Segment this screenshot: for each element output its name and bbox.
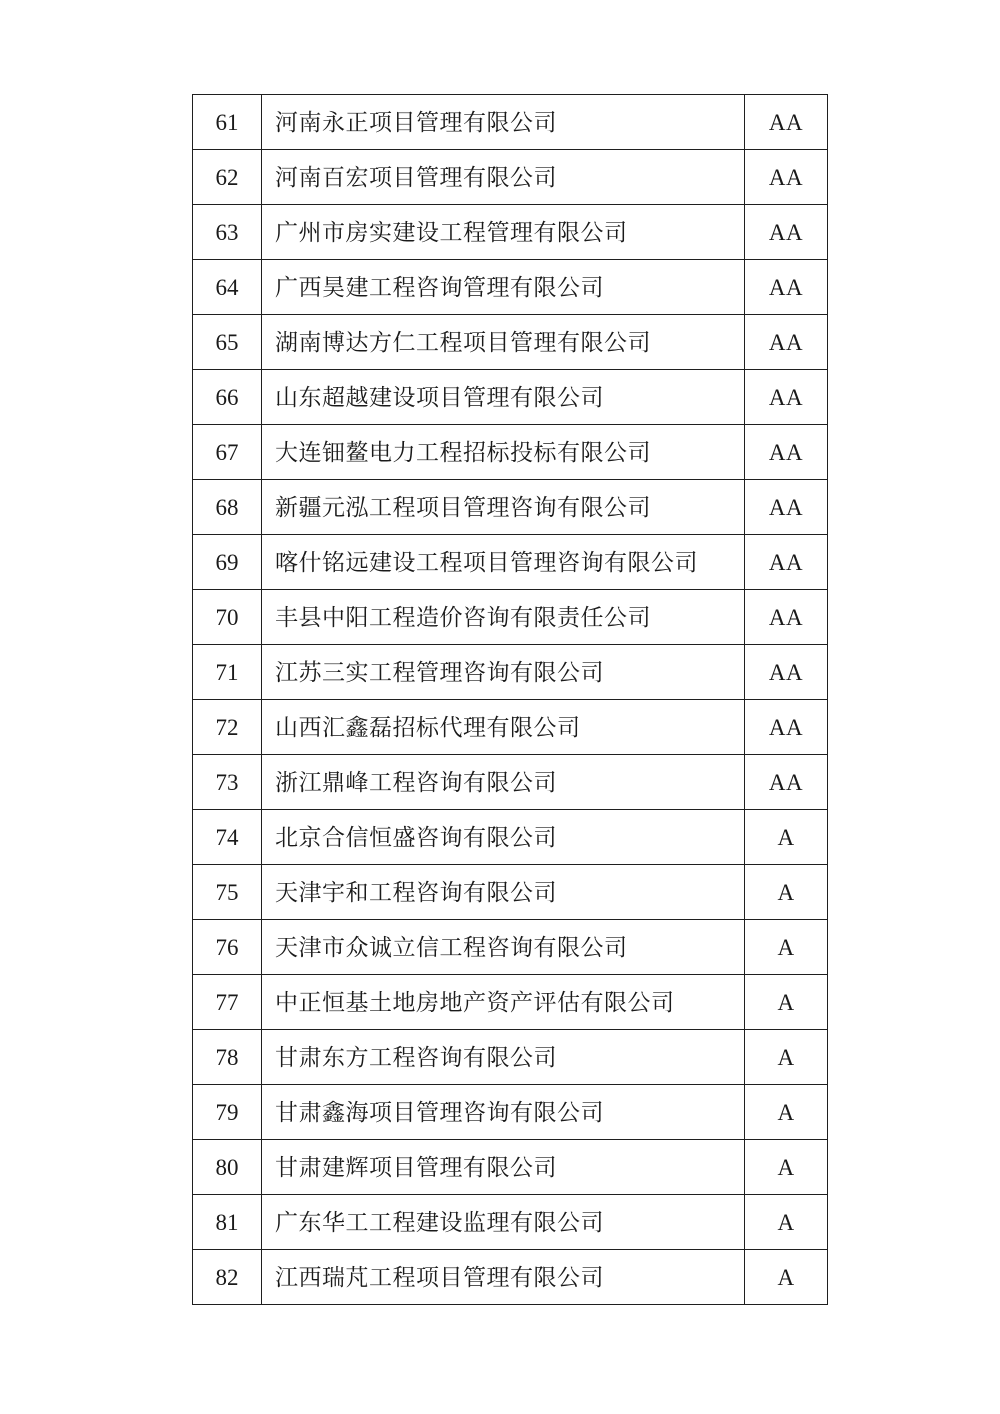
table-row	[193, 480, 828, 535]
row-number: 66	[193, 370, 262, 425]
rating-grade: AA	[745, 260, 828, 315]
row-number: 62	[193, 150, 262, 205]
table-row	[193, 95, 828, 150]
row-number: 79	[193, 1085, 262, 1140]
row-number: 70	[193, 590, 262, 645]
table-row	[193, 1250, 828, 1305]
row-number: 75	[193, 865, 262, 920]
company-name: 大连钿鳌电力工程招标投标有限公司	[262, 425, 745, 480]
rating-grade: A	[745, 1250, 828, 1305]
table-row	[193, 150, 828, 205]
company-name: 天津市众诚立信工程咨询有限公司	[262, 920, 745, 975]
table-row	[193, 1085, 828, 1140]
company-name: 喀什铭远建设工程项目管理咨询有限公司	[262, 535, 745, 590]
rating-grade: AA	[745, 755, 828, 810]
table-row	[193, 1030, 828, 1085]
company-name: 北京合信恒盛咨询有限公司	[262, 810, 745, 865]
table-row	[193, 1195, 828, 1250]
table-row	[193, 260, 828, 315]
row-number: 77	[193, 975, 262, 1030]
company-rating-table	[192, 94, 828, 1305]
row-number: 68	[193, 480, 262, 535]
rating-grade: A	[745, 1195, 828, 1250]
company-name: 浙江鼎峰工程咨询有限公司	[262, 755, 745, 810]
rating-grade: A	[745, 975, 828, 1030]
company-name: 广州市房实建设工程管理有限公司	[262, 205, 745, 260]
company-name: 山东超越建设项目管理有限公司	[262, 370, 745, 425]
table-row	[193, 315, 828, 370]
row-number: 67	[193, 425, 262, 480]
row-number: 78	[193, 1030, 262, 1085]
company-name: 广西昊建工程咨询管理有限公司	[262, 260, 745, 315]
rating-grade: A	[745, 920, 828, 975]
row-number: 63	[193, 205, 262, 260]
row-number: 65	[193, 315, 262, 370]
rating-grade: AA	[745, 370, 828, 425]
table-row	[193, 205, 828, 260]
rating-grade: A	[745, 810, 828, 865]
table-row	[193, 920, 828, 975]
row-number: 69	[193, 535, 262, 590]
rating-grade: A	[745, 865, 828, 920]
rating-grade: A	[745, 1140, 828, 1195]
table-row	[193, 590, 828, 645]
company-name: 河南百宏项目管理有限公司	[262, 150, 745, 205]
table-row	[193, 755, 828, 810]
company-name: 江苏三实工程管理咨询有限公司	[262, 645, 745, 700]
rating-grade: A	[745, 1030, 828, 1085]
table-row	[193, 975, 828, 1030]
rating-grade: AA	[745, 480, 828, 535]
rating-grade: AA	[745, 700, 828, 755]
rating-grade: AA	[745, 535, 828, 590]
table-row	[193, 425, 828, 480]
company-name: 甘肃鑫海项目管理咨询有限公司	[262, 1085, 745, 1140]
table-row	[193, 535, 828, 590]
row-number: 64	[193, 260, 262, 315]
row-number: 74	[193, 810, 262, 865]
rating-grade: AA	[745, 425, 828, 480]
row-number: 72	[193, 700, 262, 755]
company-name: 江西瑞芃工程项目管理有限公司	[262, 1250, 745, 1305]
rating-grade: A	[745, 1085, 828, 1140]
table-row	[193, 700, 828, 755]
row-number: 80	[193, 1140, 262, 1195]
company-name: 中正恒基土地房地产资产评估有限公司	[262, 975, 745, 1030]
row-number: 71	[193, 645, 262, 700]
company-name: 河南永正项目管理有限公司	[262, 95, 745, 150]
table-row	[193, 1140, 828, 1195]
company-name: 甘肃建辉项目管理有限公司	[262, 1140, 745, 1195]
table-row	[193, 810, 828, 865]
row-number: 76	[193, 920, 262, 975]
company-name: 新疆元泓工程项目管理咨询有限公司	[262, 480, 745, 535]
company-name: 天津宇和工程咨询有限公司	[262, 865, 745, 920]
rating-grade: AA	[745, 205, 828, 260]
row-number: 73	[193, 755, 262, 810]
rating-grade: AA	[745, 315, 828, 370]
company-name: 湖南博达方仁工程项目管理有限公司	[262, 315, 745, 370]
company-name: 丰县中阳工程造价咨询有限责任公司	[262, 590, 745, 645]
table-row	[193, 370, 828, 425]
row-number: 81	[193, 1195, 262, 1250]
row-number: 82	[193, 1250, 262, 1305]
company-name: 山西汇鑫磊招标代理有限公司	[262, 700, 745, 755]
company-name: 甘肃东方工程咨询有限公司	[262, 1030, 745, 1085]
rating-grade: AA	[745, 645, 828, 700]
table-row	[193, 865, 828, 920]
table-row	[193, 645, 828, 700]
rating-grade: AA	[745, 95, 828, 150]
rating-grade: AA	[745, 150, 828, 205]
rating-grade: AA	[745, 590, 828, 645]
row-number: 61	[193, 95, 262, 150]
company-name: 广东华工工程建设监理有限公司	[262, 1195, 745, 1250]
table-body	[193, 95, 828, 1305]
